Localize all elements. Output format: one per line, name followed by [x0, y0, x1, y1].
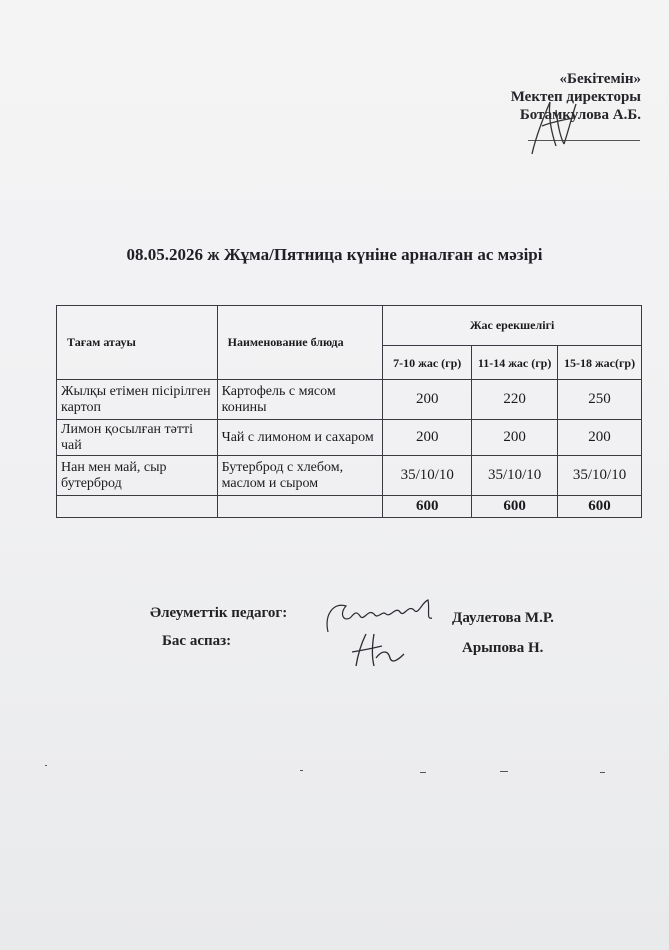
portion-7-10: 200 [383, 380, 472, 420]
chef-role: Бас аспаз: [162, 633, 232, 649]
header-age-15-18: 15-18 жас(гр) [558, 346, 642, 380]
director-signature [522, 96, 582, 158]
approval-position: Мектеп директоры [510, 89, 641, 105]
social-pedagogue-name: Даулетова М.Р. [452, 610, 554, 626]
header-ru: Наименование блюда [217, 306, 383, 380]
dish-kz: Лимон қосылған тәтті чай [57, 420, 218, 456]
chef-name: Арыпова Н. [462, 640, 544, 656]
dish-kz: Нан мен май, сыр бутерброд [57, 456, 218, 496]
total-7-10: 600 [383, 496, 472, 518]
portion-11-14: 35/10/10 [472, 456, 558, 496]
scan-speck [600, 772, 605, 773]
scan-speck [420, 772, 426, 773]
menu-table [56, 305, 642, 518]
total-11-14: 600 [472, 496, 558, 518]
table-row [57, 380, 642, 420]
totals-row [57, 496, 642, 518]
dish-kz: Жылқы етімен пісірілген картоп [57, 380, 218, 420]
approval-name: Ботамкулова А.Б. [519, 107, 641, 123]
total-15-18: 600 [558, 496, 642, 518]
header-age-7-10: 7-10 жас (гр) [383, 346, 472, 380]
portion-11-14: 200 [472, 420, 558, 456]
header-age-group: Жас ерекшелігі [383, 306, 642, 346]
chef-signature [346, 630, 412, 670]
table-row [57, 420, 642, 456]
dish-ru: Бутерброд с хлебом, маслом и сыром [217, 456, 383, 496]
scan-speck [500, 771, 508, 772]
approval-title: «Бекітемін» [559, 71, 641, 87]
portion-15-18: 35/10/10 [558, 456, 642, 496]
scan-speck [300, 770, 303, 771]
total-empty-ru [217, 496, 383, 518]
table-row [57, 456, 642, 496]
dish-ru: Картофель с мясом конины [217, 380, 383, 420]
header-age-11-14: 11-14 жас (гр) [472, 346, 558, 380]
scan-speck [45, 765, 47, 766]
portion-15-18: 200 [558, 420, 642, 456]
header-kz: Тағам атауы [57, 306, 218, 380]
menu-title: 08.05.2026 ж Жұма/Пятница күніне арналған ас мәзірі [126, 245, 543, 264]
portion-7-10: 200 [383, 420, 472, 456]
social-pedagogue-role: Әлеуметтік педагог: [150, 605, 288, 621]
portion-11-14: 220 [472, 380, 558, 420]
portion-7-10: 35/10/10 [383, 456, 472, 496]
portion-15-18: 250 [558, 380, 642, 420]
total-empty-kz [57, 496, 218, 518]
dish-ru: Чай с лимоном и сахаром [217, 420, 383, 456]
